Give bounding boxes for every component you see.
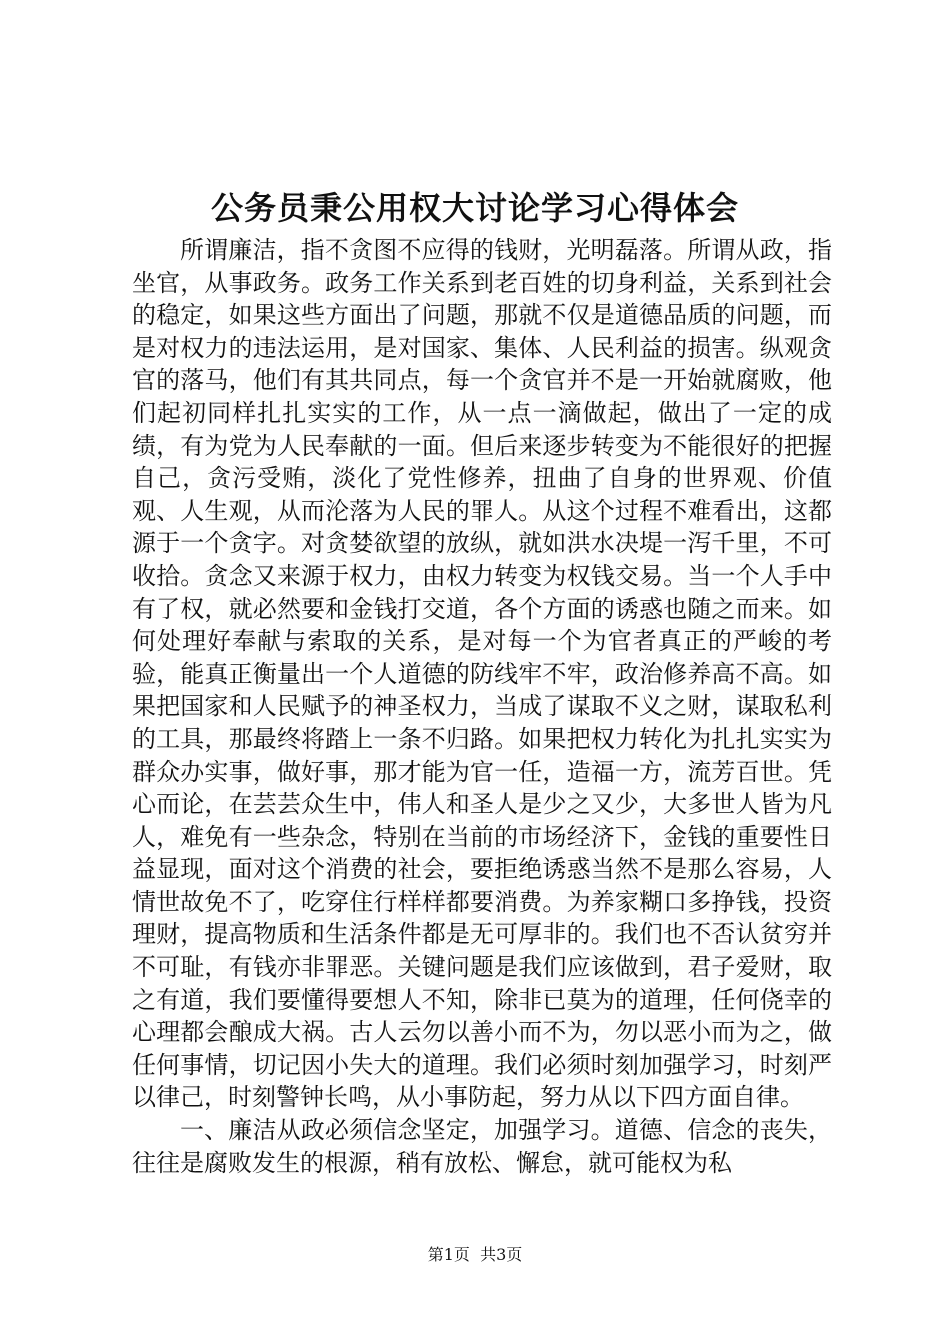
page-footer	[0, 1244, 950, 1266]
footer-separator	[470, 1245, 480, 1264]
document-body	[132, 234, 832, 1179]
page-number: 第1页	[427, 1245, 470, 1264]
page-total: 共3页	[480, 1245, 523, 1264]
paragraph-2: 一、廉洁从政必须信念坚定，加强学习。道德、信念的丧失，往往是腐败发生的根源，稍有放松、懈怠，就可能权为私	[132, 1116, 832, 1177]
paragraph-1: 所谓廉洁，指不贪图不应得的钱财，光明磊落。所谓从政，指坐官，从事政务。政务工作关系到老百姓的切身利益，关系到社会的稳定，如果这些方面出了问题，那就不仅是道德品质的问题，而是对权力的违法运用，是对国家、集体、人民利益的损害。纵观贪官的落马，他们有其共同点，每一个贪官并不是一开始就腐败，他们起初同样扎扎实实的工作，从一点一滴做起，做出了一定的成绩，有为党为人民奉献的一面。但后来逐步转变为不能很好的把握自己，贪污受贿，淡化了党性修养，扭曲了自身的世界观、价值观、人生观，从而沦落为人民的罪人。从这个过程不难看出，这都源于一个贪字。对贪婪欲望的放纵，就如洪水决堤一泻千里，不可收拾。贪念又来源于权力，由权力转变为权钱交易。当一个人手中有了权，就必然要和金钱打交道，各个方面的诱惑也随之而来。如何处理好奉献与索取的关系，是对每一个为官者真正的严峻的考验，能真正衡量出一个人道德的防线牢不牢，政治修养高不高。如果把国家和人民赋予的神圣权力，当成了谋取不义之财，谋取私利的工具，那最终将踏上一条不归路。如果把权力转化为扎扎实实为群众办实事，做好事，那才能为官一任，造福一方，流芳百世。凭心而论，在芸芸众生中，伟人和圣人是少之又少，大多世人皆为凡人，难免有一些杂念，特别在当前的市场经济下，金钱的重要性日益显现，面对这个消费的社会，要拒绝诱惑当然不是那么容易，人情世故免不了，吃穿住行样样都要消费。为养家糊口多挣钱，投资理财，提高物质和生活条件都是无可厚非的。我们也不否认贫穷并不可耻，有钱亦非罪恶。关键问题是我们应该做到，君子爱财，取之有道，我们要懂得要想人不知，除非已莫为的道理，任何侥幸的心理都会酿成大祸。古人云勿以善小而不为，勿以恶小而为之，做任何事情，切记因小失大的道理。我们必须时刻加强学习，时刻严以律己，时刻警钟长鸣，从小事防起，努力从以下四方面自律。	[132, 236, 832, 1112]
page-title: 公务员秉公用权大讨论学习心得体会	[210, 189, 739, 227]
